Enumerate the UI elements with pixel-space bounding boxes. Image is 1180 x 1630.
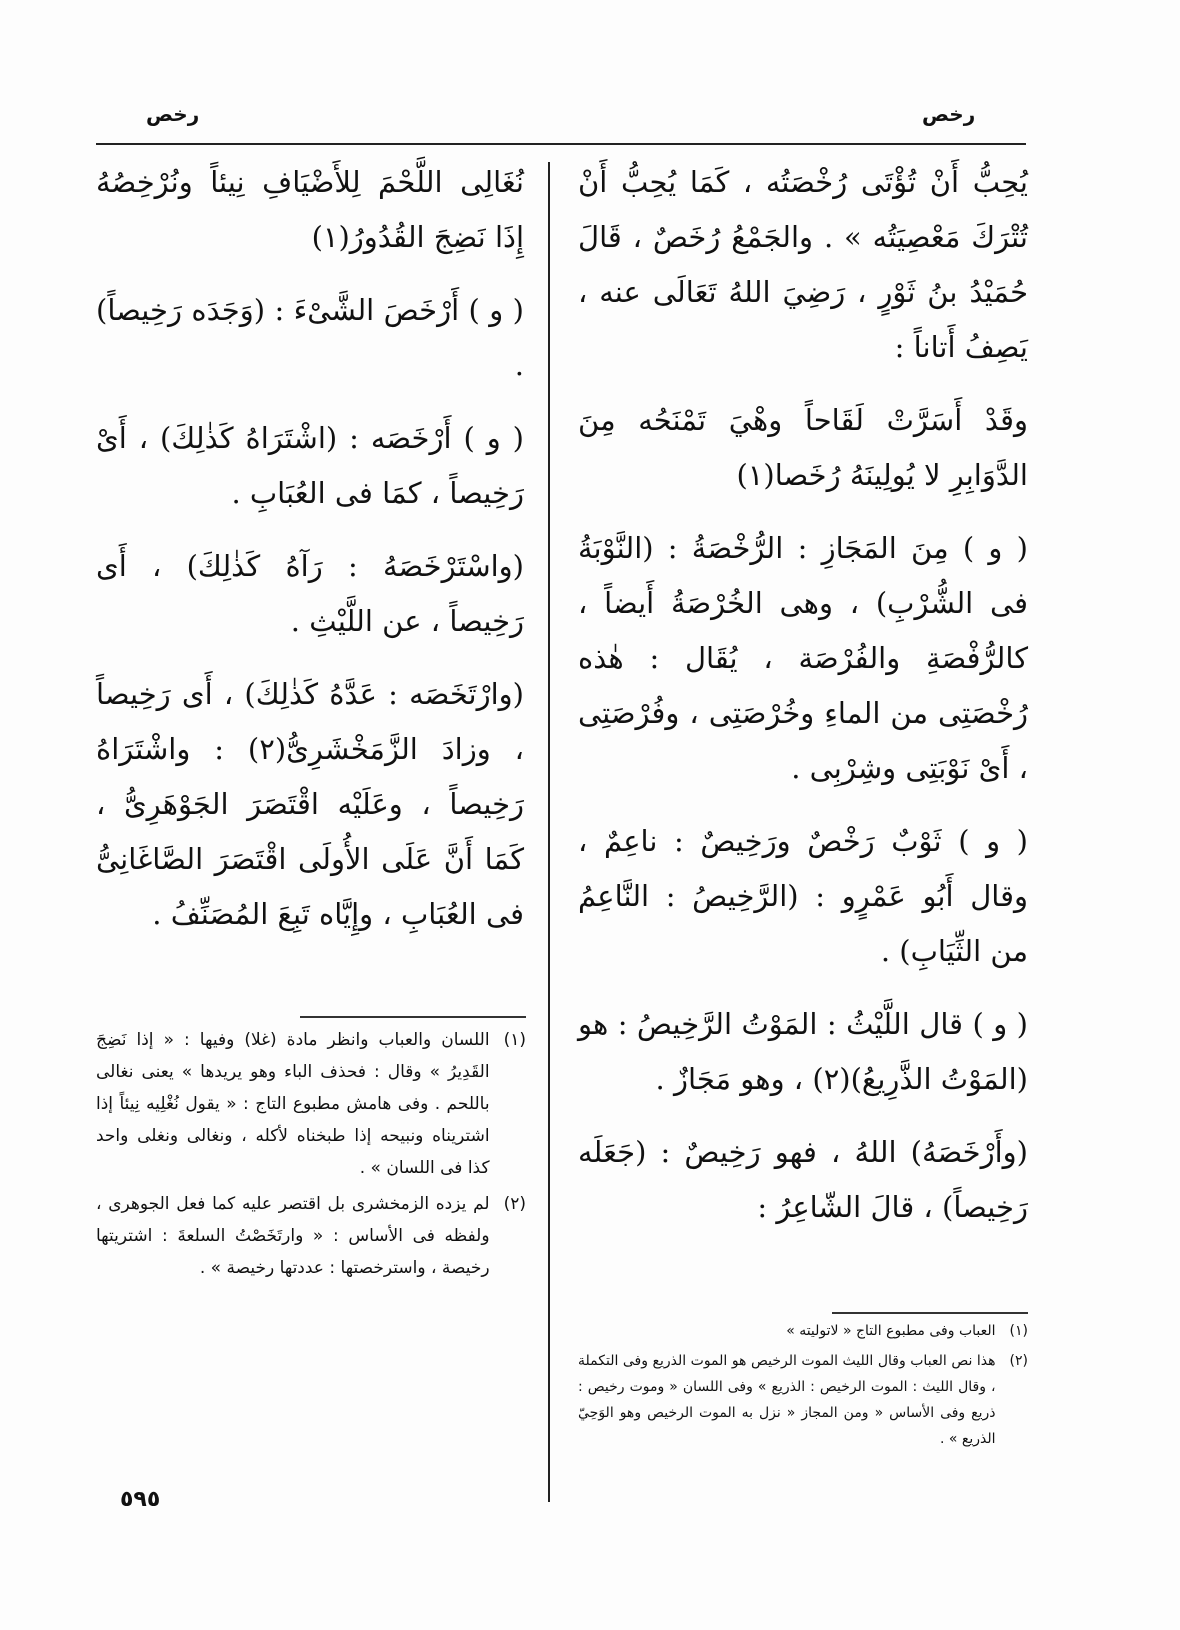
running-header-left: رخص xyxy=(146,102,200,126)
footnote xyxy=(578,1318,1028,1344)
paragraph: ( و ) قال اللَّيْثُ : المَوْتُ الرَّخِيصُ : هو (المَوْتُ الذَّرِيعُ)(٢) ، وهو مَجَازٌ . xyxy=(578,1007,1028,1096)
paragraph: (وأَرْخَصَهُ) اللهُ ، فهو رَخِيصٌ : (جَعَلَه رَخِيصاً) ، قالَ الشّاعِرُ : xyxy=(578,1135,1028,1224)
footnote-rule-left xyxy=(300,1016,526,1018)
paragraph: (واسْتَرْخَصَهُ : رَآهُ كَذٰلِكَ) ، أَى رَخِيصاً ، عن اللَّيْثِ . xyxy=(96,549,524,638)
footnote-number: (٢) xyxy=(503,1194,526,1214)
paragraph: ( و ) أَرْخَصَه : (اشْتَرَاهُ كَذٰلِكَ) ، أَىْ رَخِيصاً ، كمَا فى العُبَابِ . xyxy=(96,421,524,510)
paragraph: ( و ) مِنَ المَجَازِ : الرُّخْصَةُ : (النَّوْبَةُ فى الشُّرْبِ) ، وهى الخُرْصَةُ أَيضاً ، كالرُّفْصَةِ والفُرْصَة ، يُقَال : هٰذه رُخْصَتِى من الماءِ وخُرْصَتِى ، وفُرْصَتِى ، أَىْ نَوْبَتِى وشِرْبِى . xyxy=(578,531,1028,785)
left-column xyxy=(96,155,524,960)
footnote xyxy=(96,1024,526,1184)
footnote-number: (١) xyxy=(1009,1323,1028,1339)
paragraph: ( و ) ثَوْبٌ رَخْصٌ ورَخِيصٌ : ناعِمٌ ، وقال أَبُو عَمْرٍو : (الرَّخِيصُ : النَّاعِمُ من الثِّيَابِ) . xyxy=(578,824,1028,968)
footnote-rule-right xyxy=(832,1312,1028,1314)
verse: وقَدْ أَسَرَّتْ لَقَاحاً وهْيَ تَمْنَحُه مِنَ الدَّوَابِرِ لا يُولِينَهُ رُخَصا(١) xyxy=(578,403,1028,492)
column-divider xyxy=(548,162,550,1502)
footnote-text: هذا نص العباب وقال الليث الموت الرخيص هو الموت الذريع وفى التكملة ، وقال الليث : الموت الرخيص : الذريع » وفى اللسان « وموت رخيص : ذريع وفى الأساس « ومن المجاز « نزل به الموت الرخيص وهو الوَحِيّ الذريع » . xyxy=(578,1353,996,1447)
page-number: ٥٩٥ xyxy=(120,1487,161,1512)
right-column xyxy=(578,155,1028,1253)
footnotes-right xyxy=(578,1318,1028,1456)
footnote xyxy=(578,1348,1028,1452)
verse: نُغَالِى اللَّحْمَ لِلأَضْيَافِ نِيئاً ونُرْخِصُهُ إِذَا نَضِجَ القُدُورُ(١) xyxy=(96,165,524,254)
footnote-text: اللسان والعباب وانظر مادة (غلا) وفيها : « إذا نَضِجَ القَدِيرُ » وقال : فحذف الباء وهو يريدها » يعنى نغالى باللحم . وفى هامش مطبوع التاج : « يقول نُغْلِيه نِيئاً إذا اشتريناه ونبيحه إذا طبخناه لأكله ، ونغالى ونغلى واحد كذا فى اللسان » . xyxy=(96,1030,490,1178)
running-header-right: رخص xyxy=(922,102,976,126)
header-rule xyxy=(96,143,1026,145)
footnote-text: العباب وفى مطبوع التاج « لاتوليته » xyxy=(786,1323,996,1339)
paragraph: (وارْتَخَصَه : عَدَّهُ كَذٰلِكَ) ، أَى رَخِيصاً ، وزادَ الزَّمَخْشَرِىُّ(٢) : واشْتَرَاهُ رَخِيصاً ، وعَلَيْه اقْتَصَرَ الجَوْهَرِىُّ ، كَمَا أَنَّ عَلَى الأُولَى اقْتَصَرَ الصَّاغَانِىُّ فى العُبَابِ ، وإِيَّاه تَبِعَ المُصَنِّفُ . xyxy=(96,677,524,931)
paragraph: يُحِبُّ أَنْ تُؤْتَى رُخْصَتُه ، كَمَا يُحِبُّ أَنْ تُتْرَكَ مَعْصِيَتُه » . والجَمْعُ رُخَصٌ ، قَالَ حُمَيْدُ بنُ ثَوْرٍ ، رَضِيَ اللهُ تَعَالَى عنه ، يَصِفُ أَتاناً : xyxy=(578,165,1028,364)
footnote-number: (٢) xyxy=(1009,1353,1028,1369)
footnote-text: لم يزده الزمخشرى بل اقتصر عليه كما فعل الجوهرى ، ولفظه فى الأساس : « وارتَخَصْتُ السلعةَ : اشتريتها رخيصة ، واسترخصتها : عددتها رخيصة » . xyxy=(96,1194,490,1278)
paragraph: ( و ) أَرْخَصَ الشَّىْءَ : (وَجَدَه رَخِيصاً) . xyxy=(96,293,524,382)
footnote-number: (١) xyxy=(503,1030,526,1050)
footnote xyxy=(96,1188,526,1284)
footnotes-left xyxy=(96,1024,526,1288)
